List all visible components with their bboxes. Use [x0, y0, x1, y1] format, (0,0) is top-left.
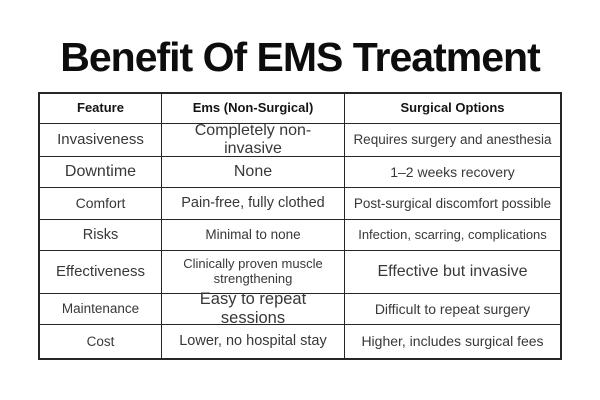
- table-cell: Requires surgery and anesthesia: [345, 124, 562, 157]
- table-cell: Easy to repeat sessions: [162, 294, 345, 325]
- comparison-table: [38, 92, 562, 360]
- table-cell: Infection, scarring, complications: [345, 220, 562, 251]
- header-cell-feature: Feature: [40, 94, 162, 124]
- table-cell: Effective but invasive: [345, 251, 562, 294]
- table-cell: Minimal to none: [162, 220, 345, 251]
- header-cell-surgical-options: Surgical Options: [345, 94, 562, 124]
- feature-cell-cost: Cost: [40, 325, 162, 360]
- table-cell: Higher, includes surgical fees: [345, 325, 562, 360]
- table-cell: Lower, no hospital stay: [162, 325, 345, 360]
- table-cell: Completely non-invasive: [162, 124, 345, 157]
- table-cell: 1–2 weeks recovery: [345, 157, 562, 188]
- feature-cell-effectiveness: Effectiveness: [40, 251, 162, 294]
- table-cell: Post-surgical discomfort possible: [345, 188, 562, 220]
- page-title: Benefit Of EMS Treatment: [60, 34, 540, 80]
- feature-cell-maintenance: Maintenance: [40, 294, 162, 325]
- feature-cell-comfort: Comfort: [40, 188, 162, 220]
- table-cell: None: [162, 157, 345, 188]
- table-cell: Clinically proven muscle strengthening: [162, 251, 345, 294]
- table-cell: Difficult to repeat surgery: [345, 294, 562, 325]
- table-cell: Pain-free, fully clothed: [162, 188, 345, 220]
- header-cell-ems-non-surgical: Ems (Non-Surgical): [162, 94, 345, 124]
- feature-cell-invasiveness: Invasiveness: [40, 124, 162, 157]
- feature-cell-risks: Risks: [40, 220, 162, 251]
- feature-cell-downtime: Downtime: [40, 157, 162, 188]
